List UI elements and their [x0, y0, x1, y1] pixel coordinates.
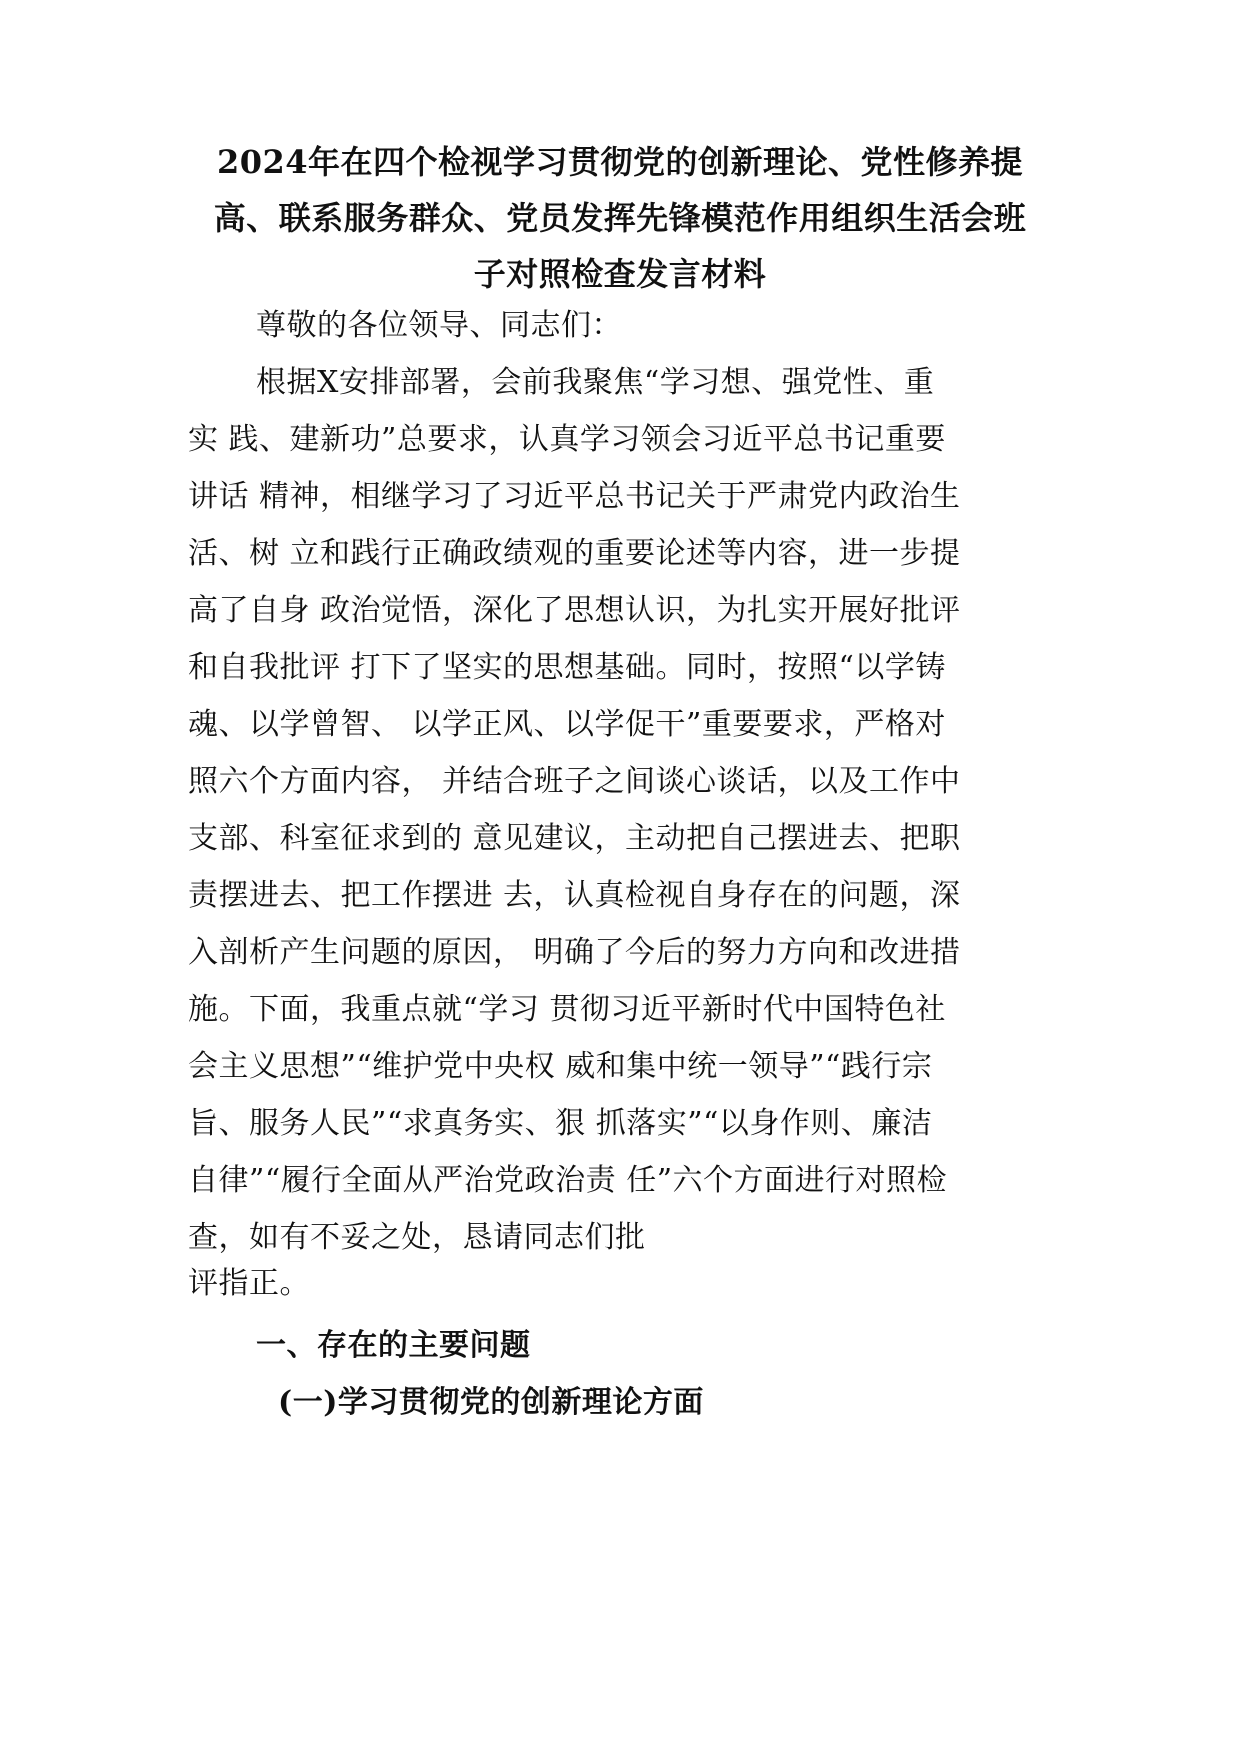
paragraph-line: 旨、服务人民”“求真务实、狠 抓落实”“以身作则、廉洁: [188, 1106, 933, 1141]
paragraph-line: 照六个方面内容， 并结合班子之间谈心谈话，以及工作中: [188, 764, 961, 799]
paragraph-line: 和自我批评 打下了坚实的思想基础。同时，按照“以学铸: [188, 650, 946, 685]
paragraph-line: 魂、以学曾智、 以学正风、以学促干”重要要求，严格对: [188, 707, 946, 742]
document-title-line-1: 2024年在四个检视学习贯彻党的创新理论、党性修养提: [216, 143, 1024, 181]
paragraph-line: 活、树 立和践行正确政绩观的重要论述等内容，进一步提: [188, 536, 961, 571]
paragraph-line: 评指正。: [188, 1266, 310, 1301]
paragraph-line: 根据X安排部署，会前我聚焦“学习想、强党性、重: [256, 365, 935, 400]
paragraph-line: 入剖析产生问题的原因， 明确了今后的努力方向和改进措: [188, 935, 961, 970]
paragraph-line: 支部、科室征求到的 意见建议，主动把自己摆进去、把职: [188, 821, 961, 856]
paragraph-line: 实 践、建新功”总要求，认真学习领会习近平总书记重要: [188, 422, 946, 457]
subsection-heading: (一)学习贯彻党的创新理论方面: [278, 1385, 704, 1420]
document-title-line-2: 高、联系服务群众、党员发挥先锋模范作用组织生活会班: [213, 199, 1027, 237]
paragraph-line: 会主义思想”“维护党中央权 威和集中统一领导”“践行宗: [188, 1049, 933, 1084]
section-heading: 一、存在的主要问题: [256, 1328, 531, 1363]
paragraph-line: 自律”“履行全面从严治党政治责 任”六个方面进行对照检: [188, 1163, 948, 1198]
paragraph-line: 责摆进去、把工作摆进 去，认真检视自身存在的问题，深: [188, 878, 961, 913]
document-title-line-3: 子对照检查发言材料: [473, 255, 767, 293]
paragraph-line: 查，如有不妥之处，恳请同志们批: [188, 1220, 646, 1255]
greeting: 尊敬的各位领导、同志们：: [256, 308, 622, 343]
paragraph-line: 施。下面，我重点就“学习 贯彻习近平新时代中国特色社: [188, 992, 946, 1027]
paragraph-line: 高了自身 政治觉悟，深化了思想认识，为扎实开展好批评: [188, 593, 961, 628]
paragraph-line: 讲话 精神，相继学习了习近平总书记关于严肃党内政治生: [188, 479, 961, 514]
